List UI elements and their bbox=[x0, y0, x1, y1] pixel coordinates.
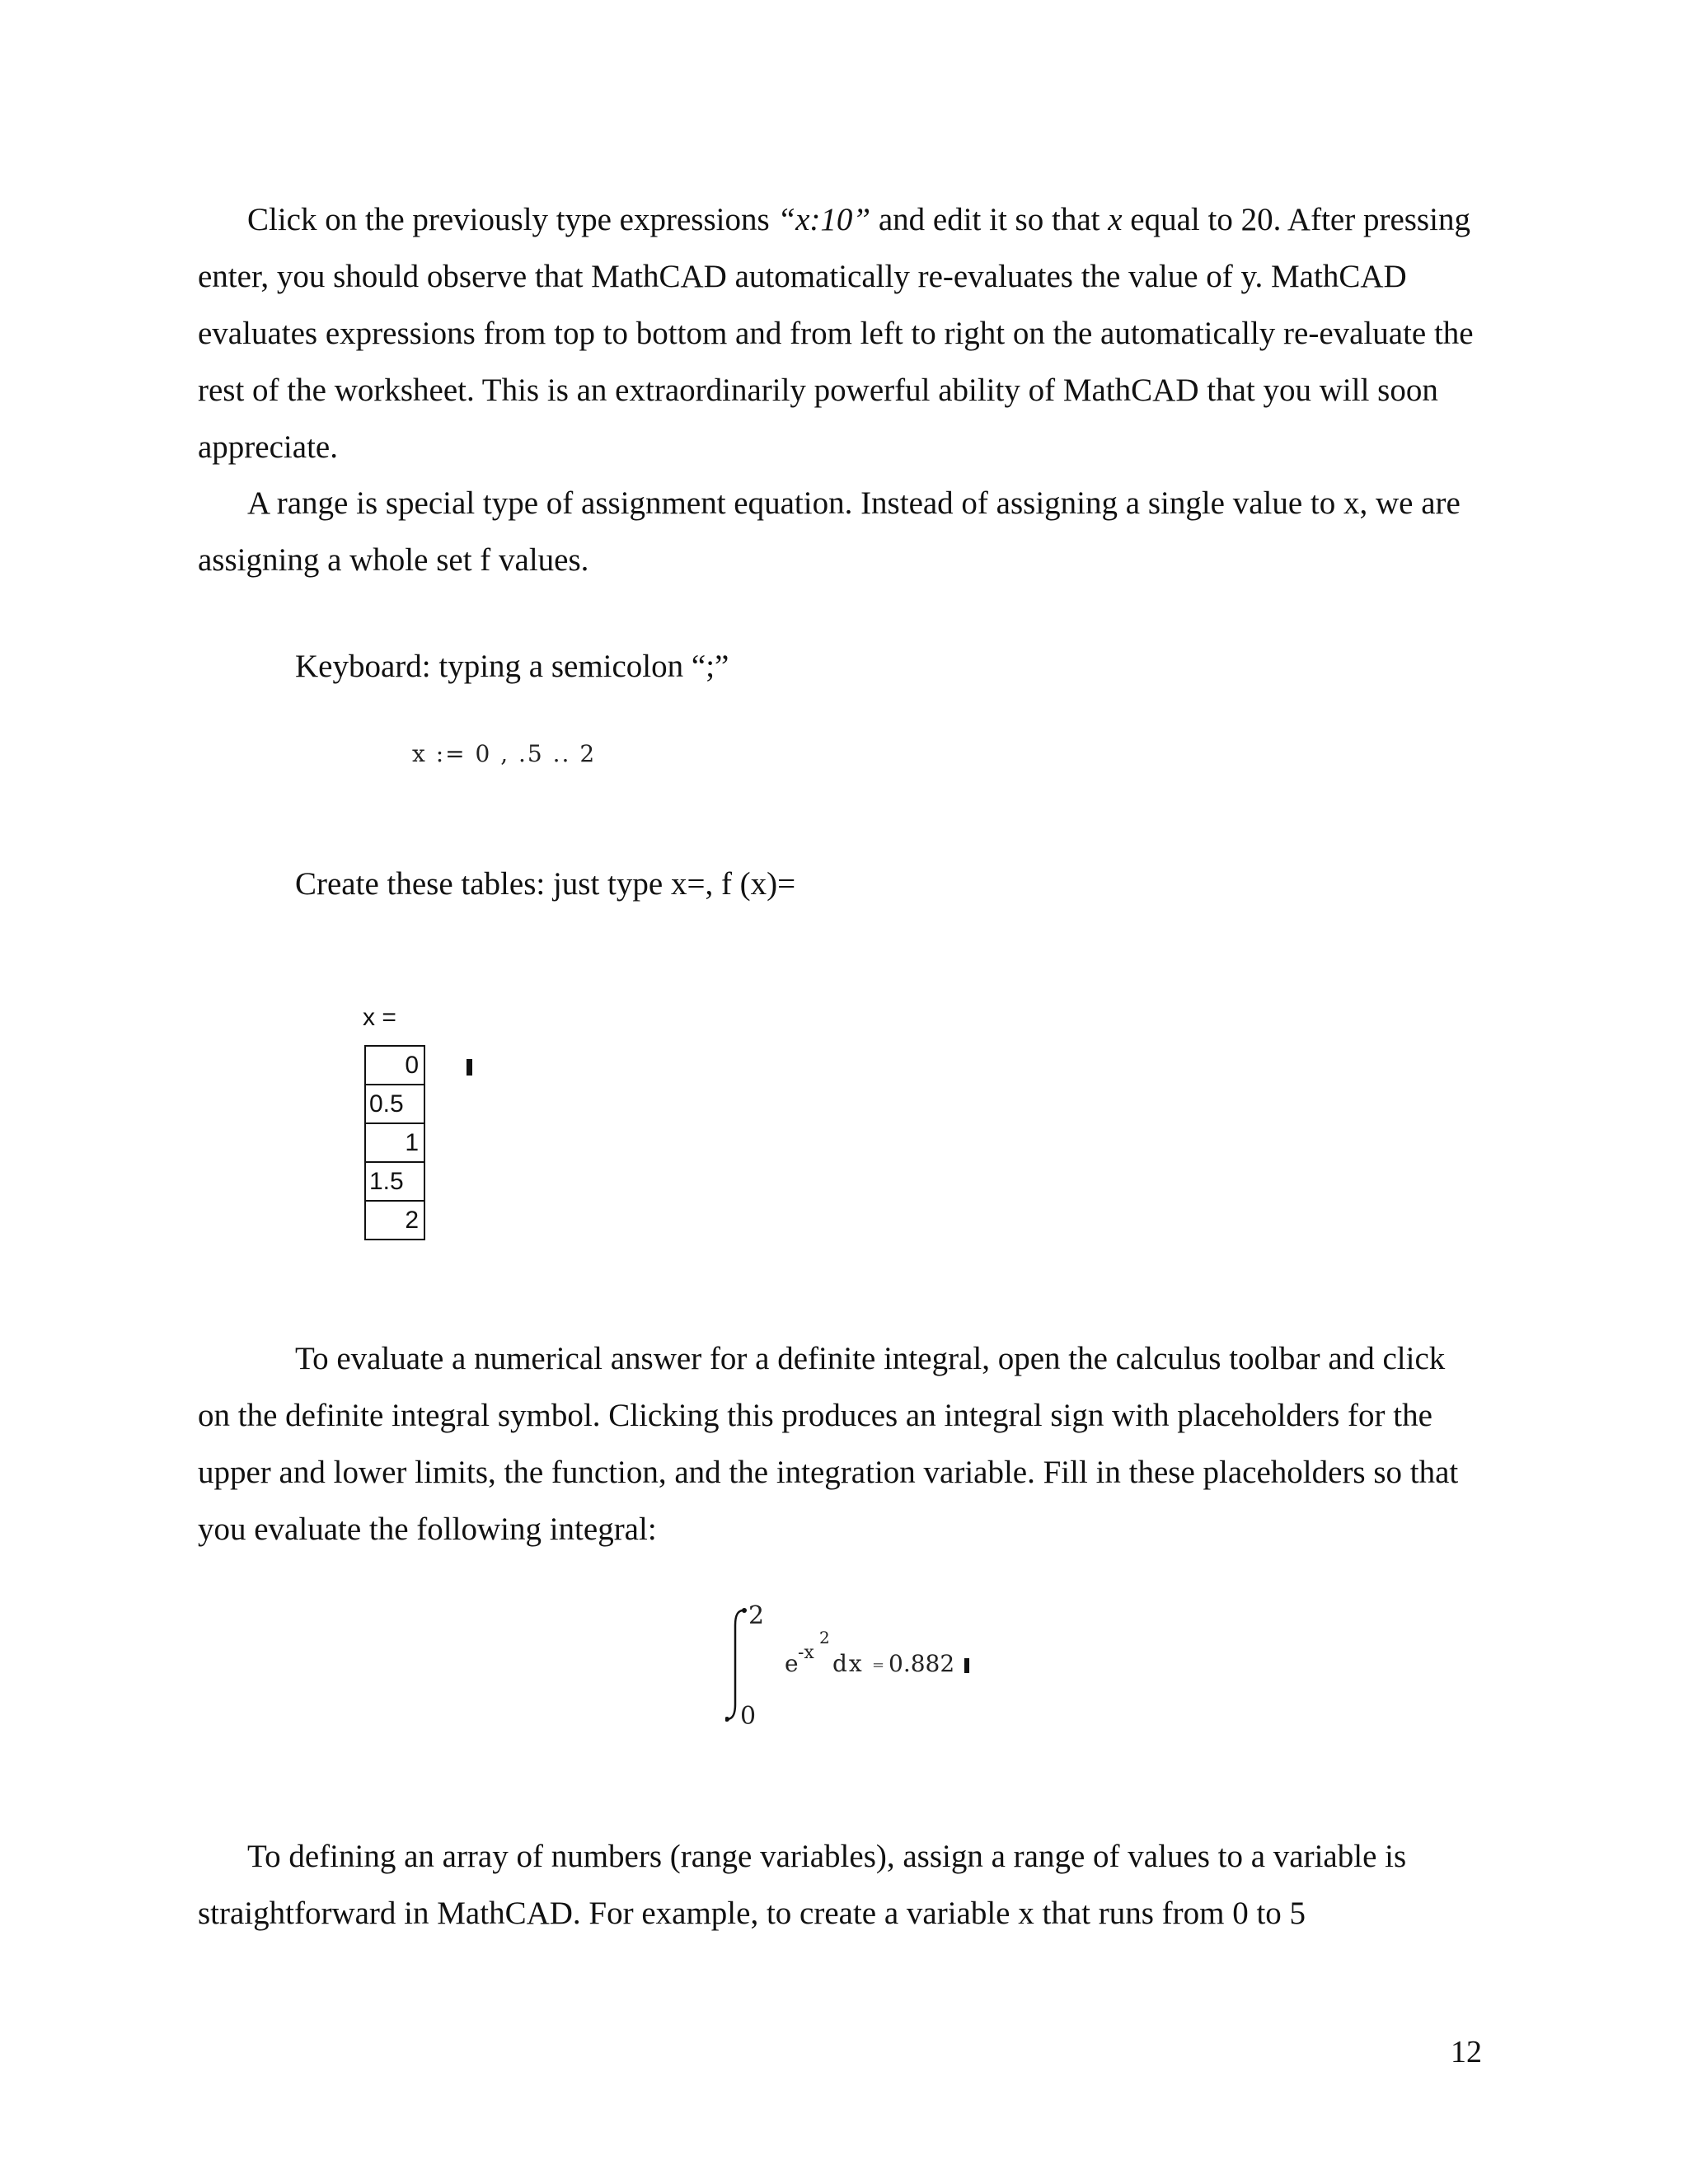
definite-integral bbox=[725, 1599, 1006, 1731]
table-row bbox=[365, 1085, 424, 1123]
tables-instruction: Create these tables: just type x=, f (x)= bbox=[295, 866, 796, 902]
range-definition: x := 0 , .5 .. 2 bbox=[412, 740, 597, 767]
table-row bbox=[365, 1046, 424, 1085]
integration-variable: dx bbox=[832, 1650, 864, 1677]
table-cell: 0 bbox=[365, 1046, 424, 1085]
table-row bbox=[365, 1123, 424, 1162]
keyboard-hint: Keyboard: typing a semicolon “;” bbox=[295, 649, 729, 684]
table-cell: 0.5 bbox=[365, 1085, 424, 1123]
expression-x10: “x:10” bbox=[777, 202, 871, 237]
integrand-exponent-power: 2 bbox=[819, 1628, 830, 1647]
page-number: 12 bbox=[1451, 2035, 1482, 2069]
integral-upper-limit: 2 bbox=[748, 1601, 765, 1630]
integral-sign-icon bbox=[725, 1599, 1006, 1731]
paragraph-range: A range is special type of assignment equation. Instead of assigning a single value to x, we are assigning a whole set f values. bbox=[198, 485, 1461, 578]
paragraph-integral: To evaluate a numerical answer for a definite integral, open the calculus toolbar and click on the definite integral symbol. Clicking this produces an integral sign with placeholders for the upper and lower limits, the function, and the integration variable. Fill in these placeholders so that you evaluate the following integral: bbox=[198, 1341, 1459, 1547]
paragraph-recalculation: Click on the previously type expressions “x:10” and edit it so that x equal to 20. After pressing enter, you should observe that MathCAD automatically re-evaluates the value of y. MathCAD evaluates expressions from top to bottom and from left to right on the automatically re-evaluate the rest of the worksheet. This is an extraordinarily powerful ability of MathCAD that you will soon appreciate. bbox=[198, 202, 1474, 465]
cursor-icon bbox=[467, 1059, 472, 1076]
paragraph-range-variables: To defining an array of numbers (range variables), assign a range of values to a variable is straightforward in MathCAD. For example, to create a variable x that runs from 0 to 5 bbox=[198, 1839, 1407, 1931]
table-cell: 1 bbox=[365, 1123, 424, 1162]
integral-lower-limit: 0 bbox=[740, 1702, 757, 1731]
x-value-table bbox=[364, 1045, 425, 1240]
table-cell: 1.5 bbox=[365, 1162, 424, 1201]
vector-label: x = bbox=[363, 1004, 396, 1031]
table-row bbox=[365, 1201, 424, 1240]
table-row bbox=[365, 1162, 424, 1201]
integrand-base: e bbox=[785, 1650, 799, 1677]
table-cell: 2 bbox=[365, 1201, 424, 1240]
cursor-icon bbox=[964, 1658, 969, 1673]
integral-result: 0.882 bbox=[889, 1650, 955, 1677]
integrand-exponent: -x bbox=[798, 1643, 814, 1663]
evaluation-equals: = bbox=[872, 1657, 885, 1674]
